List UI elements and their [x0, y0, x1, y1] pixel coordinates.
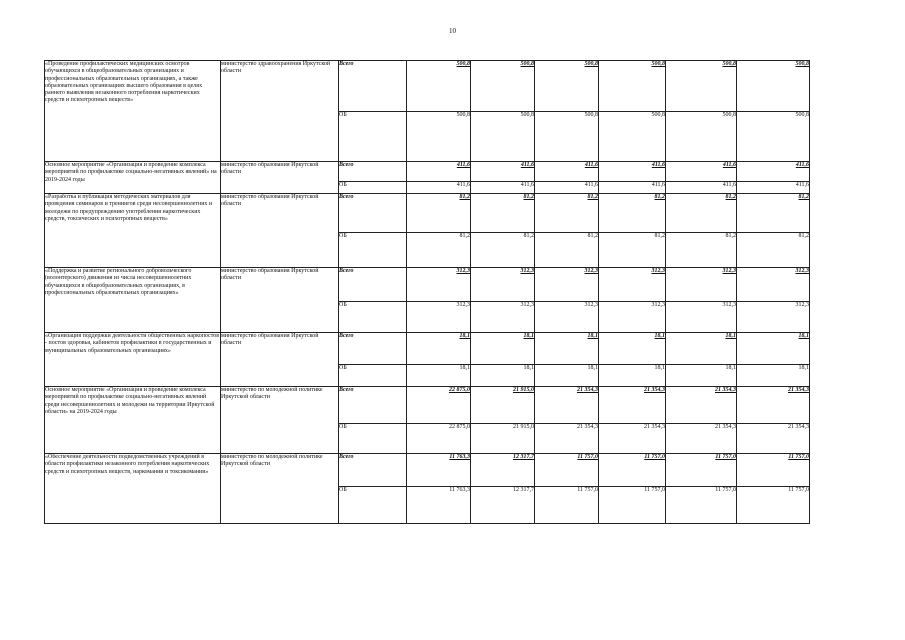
- source-total-cell: Всего: [339, 162, 407, 182]
- total-value-cell: 21 354,3: [666, 387, 737, 424]
- ob-value-cell: 312,3: [599, 302, 666, 333]
- ob-value-cell: 18,1: [599, 365, 666, 387]
- ob-value-cell: 21 354,3: [535, 424, 599, 454]
- ob-value-cell: 411,6: [535, 182, 599, 194]
- ob-value-cell: 312,3: [737, 302, 810, 333]
- ob-value-cell: 11 757,0: [599, 487, 666, 524]
- total-value-cell: 81,2: [407, 194, 471, 233]
- source-ob-cell: ОБ: [339, 233, 407, 268]
- ob-value-cell: 11 757,0: [666, 487, 737, 524]
- ob-value-cell: 500,8: [599, 112, 666, 162]
- total-value-cell: 312,3: [599, 268, 666, 302]
- ob-value-cell: 18,1: [407, 365, 471, 387]
- total-value-cell: 312,3: [737, 268, 810, 302]
- ob-value-cell: 18,1: [737, 365, 810, 387]
- executor-cell: министерство здравоохранения Иркутской области: [221, 61, 339, 162]
- source-total-cell: Всего: [339, 194, 407, 233]
- executor-cell: министерство образования Иркутской области: [221, 162, 339, 194]
- source-total-cell: Всего: [339, 268, 407, 302]
- total-value-cell: 500,8: [737, 61, 810, 112]
- executor-cell: министерство образования Иркутской области: [221, 268, 339, 333]
- ob-value-cell: 22 875,0: [407, 424, 471, 454]
- ob-value-cell: 11 763,3: [407, 487, 471, 524]
- activity-cell: «Организация поддержки деятельности общественных наркопостов - постов здоровья, кабинетов профилактики в государственных и муниципальных образовательных организациях»: [45, 333, 221, 387]
- total-value-cell: 22 875,0: [407, 387, 471, 424]
- total-value-cell: 11 757,0: [599, 454, 666, 487]
- total-value-cell: 411,6: [535, 162, 599, 182]
- table-row-total: [45, 268, 810, 302]
- ob-value-cell: 12 317,7: [471, 487, 535, 524]
- ob-value-cell: 81,2: [737, 233, 810, 268]
- page-number: 10: [449, 27, 456, 35]
- ob-value-cell: 312,3: [535, 302, 599, 333]
- ob-value-cell: 81,2: [666, 233, 737, 268]
- ob-value-cell: 11 757,0: [535, 487, 599, 524]
- ob-value-cell: 411,6: [471, 182, 535, 194]
- table-row-total: [45, 194, 810, 233]
- total-value-cell: 11 763,3: [407, 454, 471, 487]
- total-value-cell: 500,8: [471, 61, 535, 112]
- table-row-total: [45, 454, 810, 487]
- total-value-cell: 411,6: [737, 162, 810, 182]
- total-value-cell: 312,3: [535, 268, 599, 302]
- total-value-cell: 18,1: [471, 333, 535, 365]
- ob-value-cell: 21 354,3: [599, 424, 666, 454]
- total-value-cell: 81,2: [471, 194, 535, 233]
- total-value-cell: 11 757,0: [535, 454, 599, 487]
- ob-value-cell: 500,8: [407, 112, 471, 162]
- total-value-cell: 81,2: [599, 194, 666, 233]
- ob-value-cell: 21 915,0: [471, 424, 535, 454]
- total-value-cell: 21 915,0: [471, 387, 535, 424]
- ob-value-cell: 500,8: [471, 112, 535, 162]
- total-value-cell: 18,1: [666, 333, 737, 365]
- executor-cell: министерство по молодежной политике Иркутской области: [221, 387, 339, 454]
- ob-value-cell: 411,6: [737, 182, 810, 194]
- total-value-cell: 12 317,7: [471, 454, 535, 487]
- total-value-cell: 11 757,0: [666, 454, 737, 487]
- ob-value-cell: 312,3: [407, 302, 471, 333]
- source-ob-cell: ОБ: [339, 302, 407, 333]
- ob-value-cell: 18,1: [535, 365, 599, 387]
- activity-cell: «Проведение профилактических медицинских осмотров обучающихся в общеобразовательных организациях и профессиональных образовательных организациях, а также образовательных организациях высшего образования в целях раннего выявления незаконного потребления наркотических средств и психотропных веществ»: [45, 61, 221, 162]
- source-total-cell: Всего: [339, 61, 407, 112]
- ob-value-cell: 81,2: [407, 233, 471, 268]
- activity-cell: «Поддержка и развитие регионального добровольческого (волонтерского) движения из числа несовершеннолетних обучающихся в общеобразовательных организациях, в профессиональных образовательных организациях»: [45, 268, 221, 333]
- total-value-cell: 411,6: [471, 162, 535, 182]
- source-total-cell: Всего: [339, 387, 407, 424]
- ob-value-cell: 312,3: [471, 302, 535, 333]
- budget-table: [44, 60, 810, 524]
- source-total-cell: Всего: [339, 454, 407, 487]
- total-value-cell: 500,8: [599, 61, 666, 112]
- total-value-cell: 18,1: [737, 333, 810, 365]
- total-value-cell: 21 354,3: [599, 387, 666, 424]
- total-value-cell: 18,1: [535, 333, 599, 365]
- activity-cell: «Обеспечение деятельности подведомственных учреждений в области профилактики незаконного потребления наркотических средств и психотропных веществ, наркомании и токсикомании»: [45, 454, 221, 524]
- source-ob-cell: ОБ: [339, 365, 407, 387]
- total-value-cell: 500,8: [666, 61, 737, 112]
- table-row-total: [45, 162, 810, 182]
- total-value-cell: 81,2: [535, 194, 599, 233]
- source-ob-cell: ОБ: [339, 424, 407, 454]
- ob-value-cell: 411,6: [599, 182, 666, 194]
- ob-value-cell: 500,8: [666, 112, 737, 162]
- executor-cell: министерство образования Иркутской области: [221, 333, 339, 387]
- activity-cell: Основное мероприятие «Организация и проведение комплекса мероприятий по профилактике социально-негативных явлений» на 2019-2024 годы: [45, 162, 221, 194]
- total-value-cell: 312,3: [666, 268, 737, 302]
- source-ob-cell: ОБ: [339, 182, 407, 194]
- total-value-cell: 411,6: [407, 162, 471, 182]
- ob-value-cell: 81,2: [471, 233, 535, 268]
- table-row-total: [45, 61, 810, 112]
- ob-value-cell: 411,6: [407, 182, 471, 194]
- total-value-cell: 21 354,3: [535, 387, 599, 424]
- total-value-cell: 18,1: [599, 333, 666, 365]
- ob-value-cell: 18,1: [666, 365, 737, 387]
- source-ob-cell: ОБ: [339, 487, 407, 524]
- source-total-cell: Всего: [339, 333, 407, 365]
- total-value-cell: 312,3: [471, 268, 535, 302]
- total-value-cell: 411,6: [599, 162, 666, 182]
- total-value-cell: 21 354,3: [737, 387, 810, 424]
- total-value-cell: 312,3: [407, 268, 471, 302]
- total-value-cell: 81,2: [666, 194, 737, 233]
- total-value-cell: 11 757,0: [737, 454, 810, 487]
- table-row-total: [45, 333, 810, 365]
- activity-cell: Основное мероприятие «Организация и проведение комплекса мероприятий по профилактике социально-негативных явлений среди несовершеннолетних и молодежи на территории Иркутской области» на 2019-2024 годы: [45, 387, 221, 454]
- ob-value-cell: 18,1: [471, 365, 535, 387]
- ob-value-cell: 411,6: [666, 182, 737, 194]
- source-ob-cell: ОБ: [339, 112, 407, 162]
- total-value-cell: 411,6: [666, 162, 737, 182]
- ob-value-cell: 500,8: [535, 112, 599, 162]
- total-value-cell: 18,1: [407, 333, 471, 365]
- total-value-cell: 500,8: [407, 61, 471, 112]
- ob-value-cell: 21 354,3: [666, 424, 737, 454]
- executor-cell: министерство по молодежной политике Иркутской области: [221, 454, 339, 524]
- table-row-total: [45, 387, 810, 424]
- ob-value-cell: 81,2: [535, 233, 599, 268]
- ob-value-cell: 11 757,0: [737, 487, 810, 524]
- executor-cell: министерство образования Иркутской области: [221, 194, 339, 268]
- ob-value-cell: 500,8: [737, 112, 810, 162]
- activity-cell: «Разработка и публикация методических материалов для проведения семинаров и тренингов среди несовершеннолетних и молодежи по предупреждению употребления наркотических средств, токсических и психотропных веществ»: [45, 194, 221, 268]
- total-value-cell: 500,8: [535, 61, 599, 112]
- total-value-cell: 81,2: [737, 194, 810, 233]
- ob-value-cell: 21 354,3: [737, 424, 810, 454]
- ob-value-cell: 312,3: [666, 302, 737, 333]
- ob-value-cell: 81,2: [599, 233, 666, 268]
